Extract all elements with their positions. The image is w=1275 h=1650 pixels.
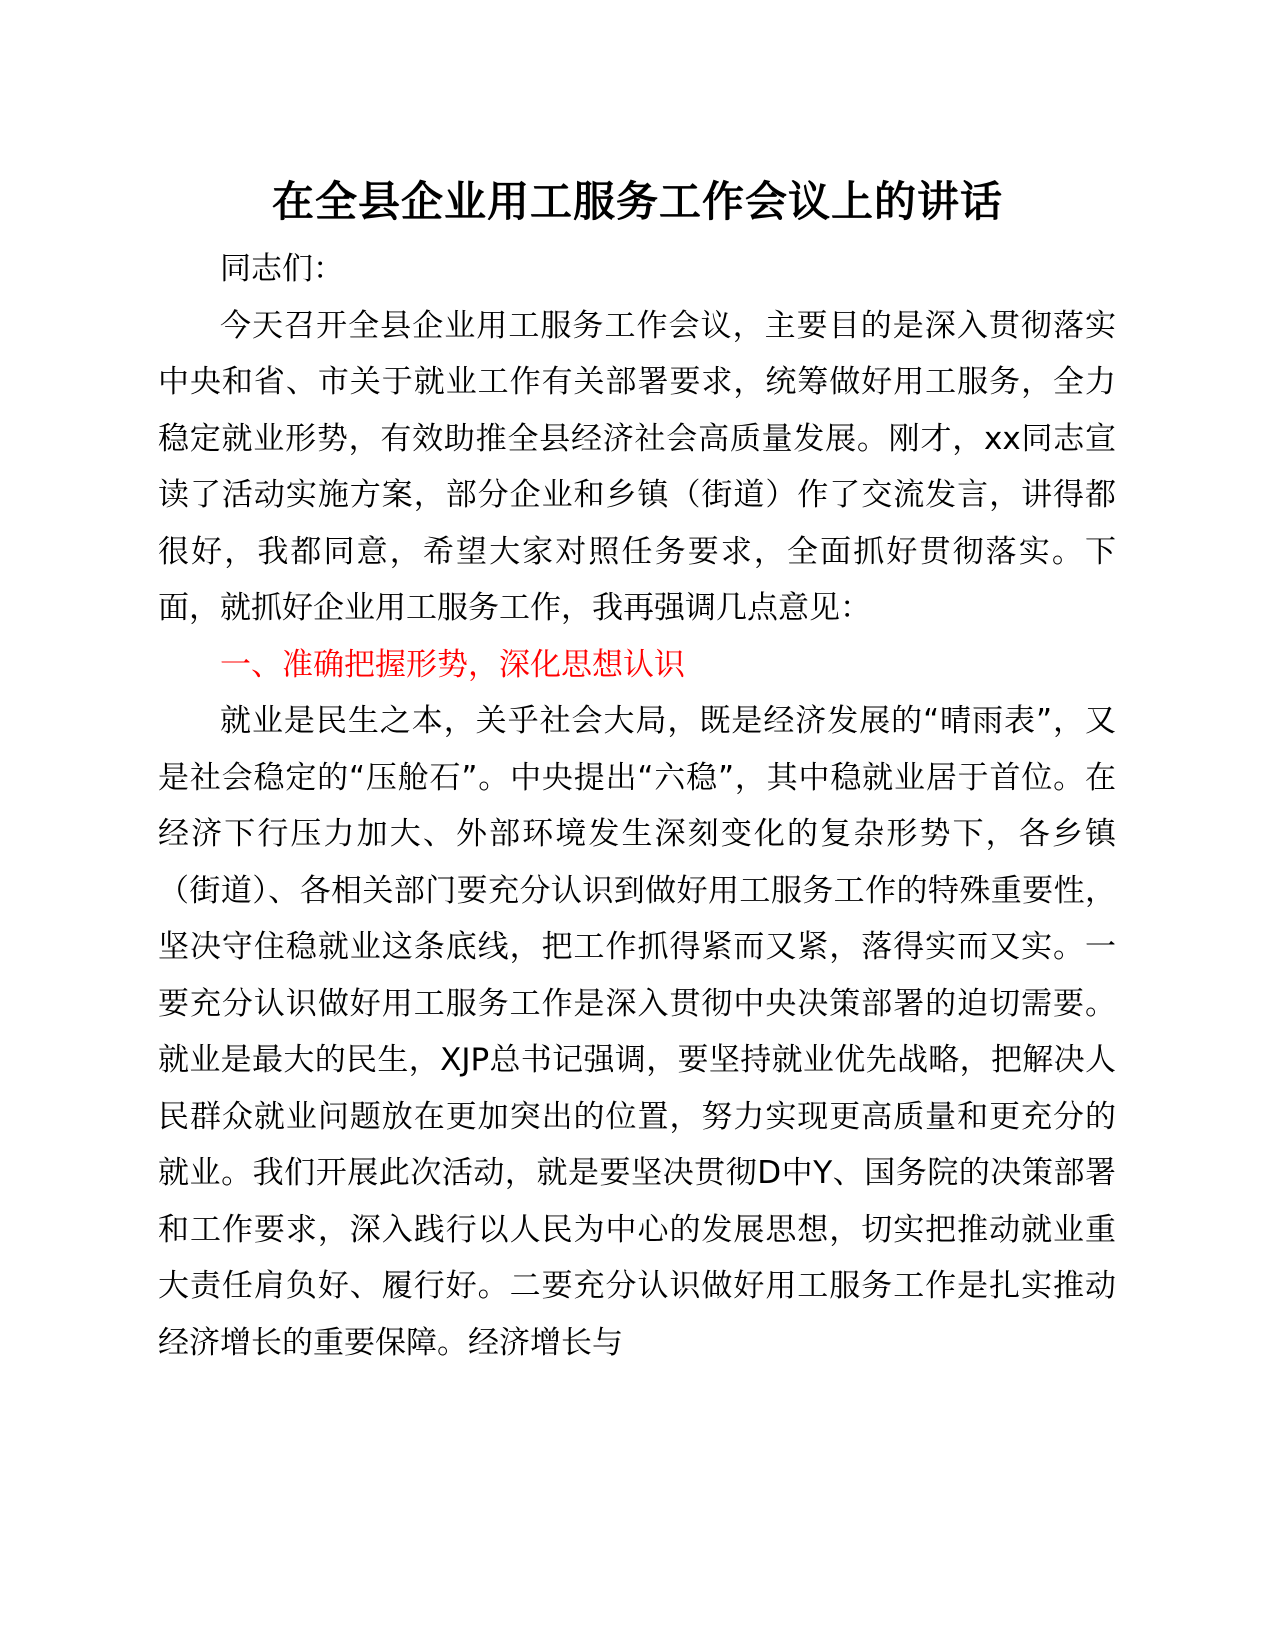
section-heading: 一、准确把握形势，深化思想认识: [220, 646, 685, 683]
body-paragraph: 就业是民生之本，关乎社会大局，既是经济发展的“晴雨表”，又是社会稳定的“压舱石”。中央提出“六稳”，其中稳就业居于首位。在经济下行压力加大、外部环境发生深刻变化的复杂形势下，各乡镇（街道）、各相关部门要充分认识到做好用工服务工作的特殊重要性，坚决守住稳就业这条底线，把工作抓得紧而又紧，落得实而又实。一要充分认识做好用工服务工作是深入贯彻中央决策部署的迫切需要。就业是最大的民生，XJP总书记强调，要坚持就业优先战略，把解决人民群众就业问题放在更加突出的位置，努力实现更高质量和更充分的就业。我们开展此次活动，就是要坚决贯彻D中Y、国务院的决策部署和工作要求，深入践行以人民为中心的发展思想，切实把推动就业重大责任肩负好、履行好。二要充分认识做好用工服务工作是扎实推动经济增长的重要保障。经济增长与: [158, 703, 1116, 1361]
document-title: 在全县企业用工服务工作会议上的讲话: [271, 177, 1003, 226]
intro-paragraph: 今天召开全县企业用工服务工作会议，主要目的是深入贯彻落实中央和省、市关于就业工作有关部署要求，统筹做好用工服务，全力稳定就业形势，有效助推全县经济社会高质量发展。刚才，xx同志宣读了活动实施方案，部分企业和乡镇（街道）作了交流发言，讲得都很好，我都同意，希望大家对照任务要求，全面抓好贯彻落实。下面，就抓好企业用工服务工作，我再强调几点意见：: [158, 307, 1116, 626]
document-body: [158, 241, 1116, 1371]
salutation: 同志们：: [220, 251, 344, 287]
